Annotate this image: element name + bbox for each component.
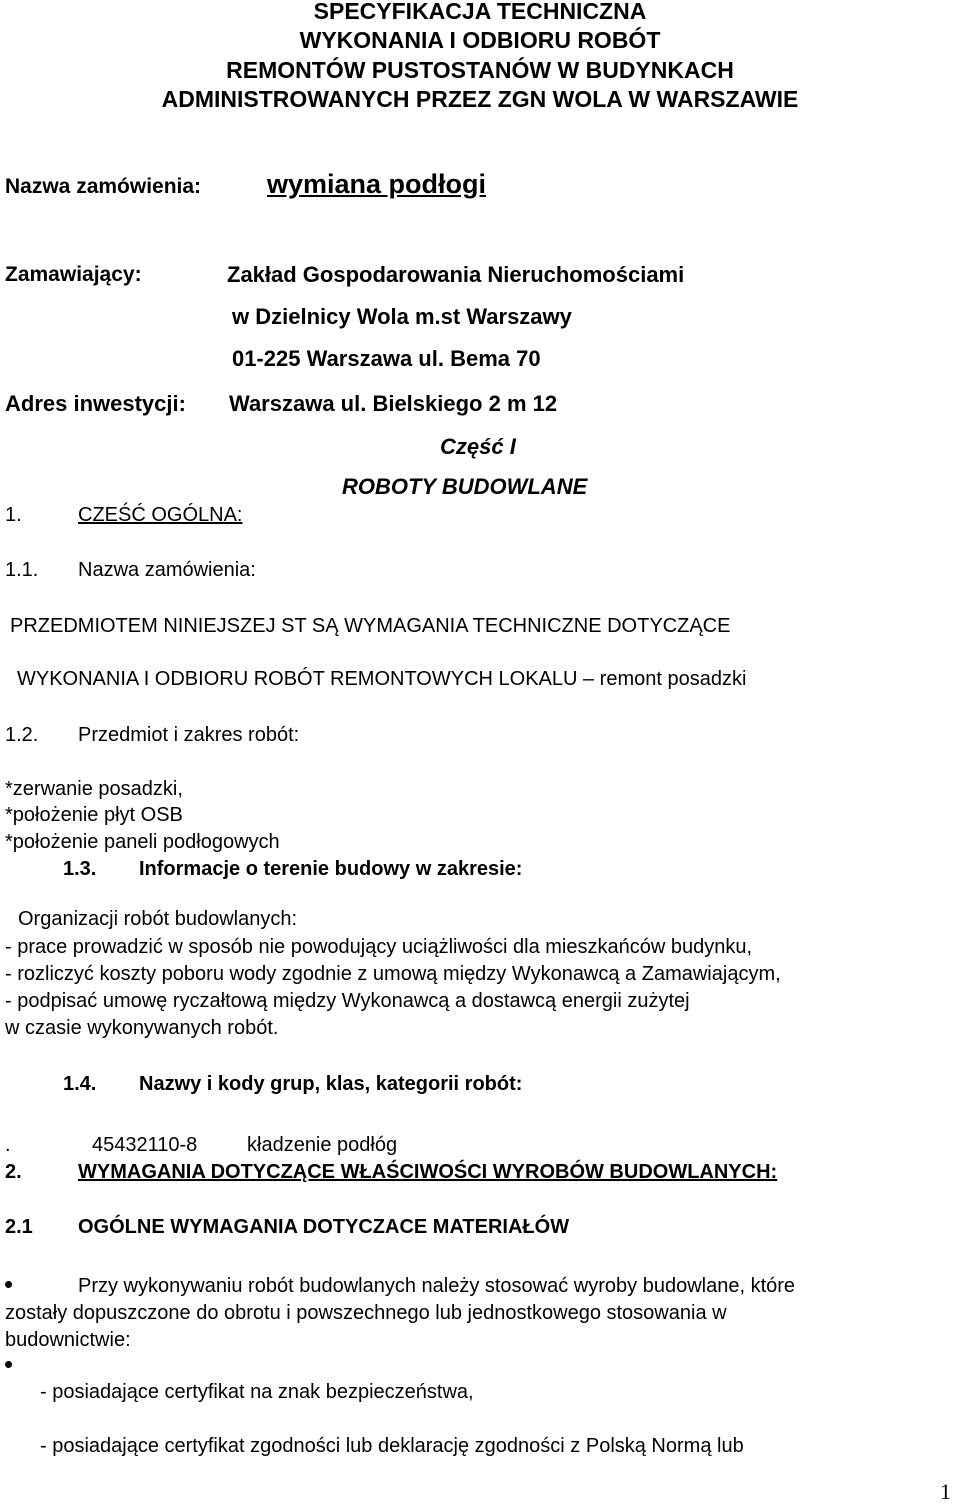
section-2-title: WYMAGANIA DOTYCZĄCE WŁAŚCIWOŚCI WYROBÓW BUDOWLANYCH: [78,1161,778,1183]
works-description: kładzenie podłóg [247,1134,398,1156]
scope-item: *położenie paneli podłogowych [5,831,280,853]
section-2-1-number: 2.1 [5,1216,33,1238]
section-1-3-lead: Organizacji robót budowlanych: [18,908,298,930]
scope-item: *położenie płyt OSB [5,804,183,826]
requirement-item: - posiadające certyfikat zgodności lub deklarację zgodności z Polską Normą lub [40,1435,744,1457]
doc-title-line-4: ADMINISTROWANYCH PRZEZ ZGN WOLA W WARSZAWIE [161,86,799,112]
doc-title-line-2: WYKONANIA I ODBIORU ROBÓT [299,27,661,53]
section-2-number: 2. [5,1161,22,1183]
section-2-1-para-line-2: zostały dopuszczone do obrotu i powszechnego lub jednostkowego stosowania w [5,1302,727,1324]
requirement-item: - posiadające certyfikat na znak bezpieczeństwa, [40,1381,474,1403]
bullet-icon [5,1281,12,1288]
section-1-3-line-1: - prace prowadzić w sposób nie powodujący uciążliwości dla mieszkańców budynku, [5,936,753,958]
section-2-1-para-line-3: budownictwie: [5,1329,131,1351]
section-1-2-title: Przedmiot i zakres robót: [78,724,300,746]
section-1-3-line-3: - podpisać umowę ryczałtową między Wykonawcą a dostawcą energii zużytej [5,990,690,1012]
section-1-4-number: 1.4. [63,1073,97,1095]
investment-label: Adres inwestycji: [5,391,186,416]
section-2-1-title: OGÓLNE WYMAGANIA DOTYCZACE MATERIAŁÓW [78,1216,570,1238]
order-value: wymiana podłogi [267,169,487,199]
section-1-number: 1. [5,504,22,526]
section-1-3-line-2: - rozliczyć koszty poboru wody zgodnie z umową między Wykonawcą a Zamawiającym, [5,963,781,985]
section-1-3-number: 1.3. [63,858,97,880]
section-1-1-number: 1.1. [5,559,39,581]
section-1-1-line-1: PRZEDMIOTEM NINIEJSZEJ ST SĄ WYMAGANIA TECHNICZNE DOTYCZĄCE [10,615,731,637]
doc-title-line-3: REMONTÓW PUSTOSTANÓW W BUDYNKACH [226,57,734,83]
client-line-2: w Dzielnicy Wola m.st Warszawy [232,304,572,329]
part-title: Część I [440,434,516,459]
section-1-1-title: Nazwa zamówienia: [78,559,256,581]
section-1-4-title: Nazwy i kody grup, klas, kategorii robót: [139,1073,523,1095]
section-1-1-line-2: WYKONANIA I ODBIORU ROBÓT REMONTOWYCH LOKALU – remont posadzki [17,668,747,690]
investment-value: Warszawa ul. Bielskiego 2 m 12 [229,391,558,416]
section-1-title: CZEŚĆ OGÓLNA: [78,504,243,526]
scope-item: *zerwanie posadzki, [5,778,183,800]
section-1-3-title: Informacje o terenie budowy w zakresie: [139,858,523,880]
part-subtitle: ROBOTY BUDOWLANE [342,474,588,499]
section-1-2-number: 1.2. [5,724,39,746]
section-1-3-line-4: w czasie wykonywanych robót. [5,1017,279,1039]
bullet-icon [5,1361,12,1368]
code-row-marker: . [5,1134,11,1156]
client-line-1: Zakład Gospodarowania Nieruchomościami [227,262,685,287]
page-number: 1 [940,1479,951,1504]
client-line-3: 01-225 Warszawa ul. Bema 70 [232,346,541,371]
doc-title-line-1: SPECYFIKACJA TECHNICZNA [313,0,647,24]
client-label: Zamawiający: [5,263,142,286]
works-code: 45432110-8 [92,1134,198,1156]
section-2-1-para-line-1: Przy wykonywaniu robót budowlanych należy stosować wyroby budowlane, które [78,1275,796,1297]
order-label: Nazwa zamówienia: [5,175,202,198]
